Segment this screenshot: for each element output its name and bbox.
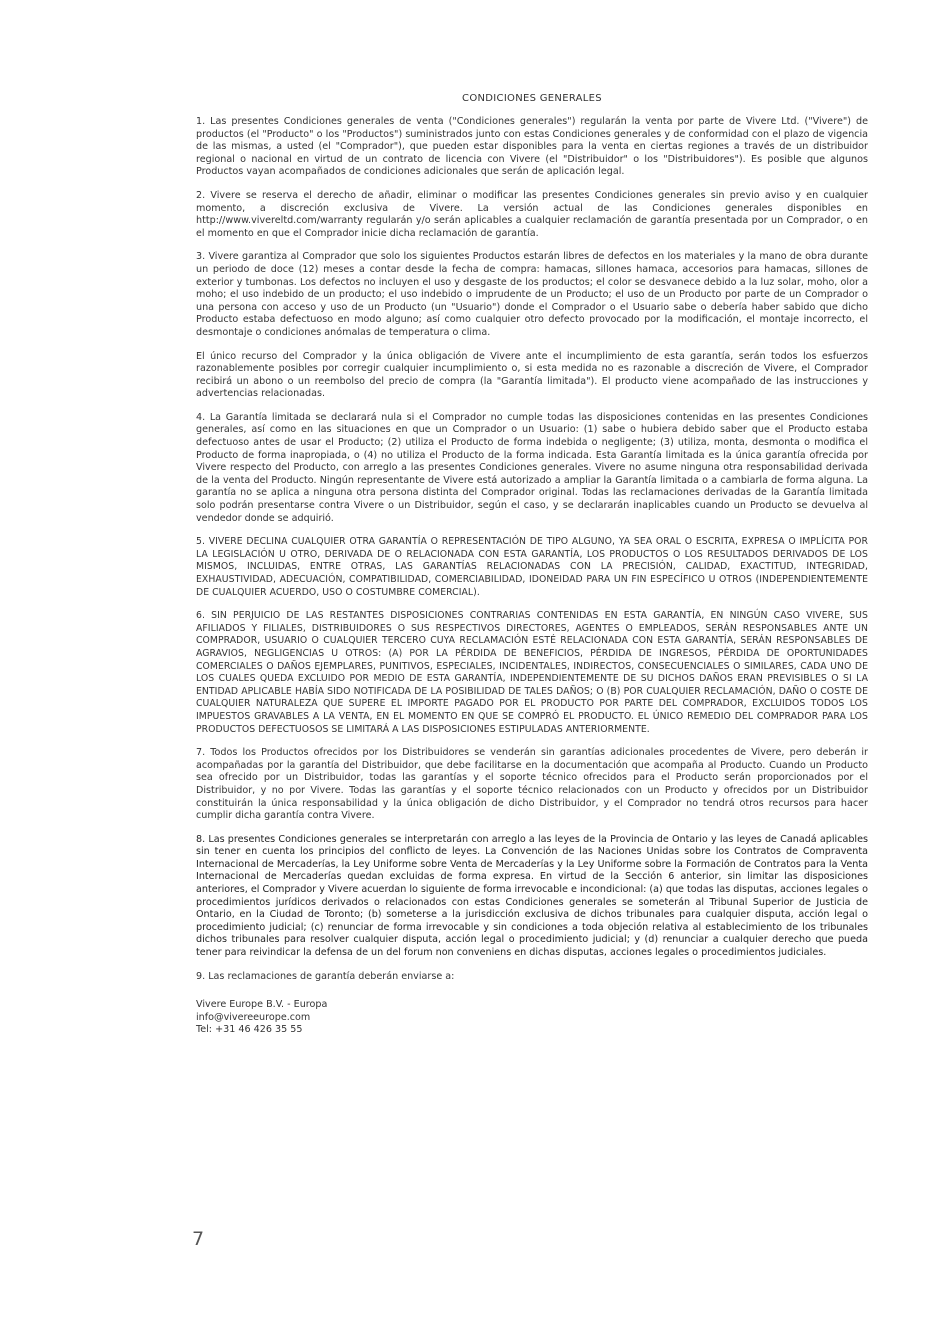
paragraph-3: 3. Vivere garantiza al Comprador que solo los siguientes Productos estarán libres de defectos en los materiales y la mano de obra durante un periodo de doce (12) meses a contar desde la fecha de compra: hamacas, sillones hamaca, accesorios para hamacas, sillones de exterior y tumbonas. Los defectos no incluyen el uso y desgaste de los productos; el color se desvanece debido a la luz solar, moho, olor a moho; el uso indebido de un producto; el uso indebido o imprudente de un Producto; el uso de un Producto por parte de un Comprador o una persona con acceso y uso de un Producto (un "Usuario") donde el Comprador o el Usuario sabe o debería haber sabido que dicho Producto estaba defectuoso en modo alguno; así como cualquier otro defecto provocado por la modificación, el montaje incorrecto, el desmontaje o condiciones anómalas de temperatura o clima. <box>196 251 868 338</box>
contact-phone: Tel: +31 46 426 35 55 <box>196 1024 303 1036</box>
paragraph-4: 4. La Garantía limitada se declarará nula si el Comprador no cumple todas las disposiciones contenidas en las presentes Condiciones generales, así como en las situaciones en que un Comprador o un Usuario: (1) sabe o hubiera debido saber que el Producto estaba defectuoso antes de usar el Producto; (2) utiliza el Producto de forma indebida o negligente; (3) utiliza, monta, desmonta o modifica el Producto de forma inapropiada, o (4) no utiliza el Producto de la forma indicada. Esta Garantía limitada es la única garantía ofrecida por Vivere respecto del Producto, con arreglo a las presentes Condiciones generales. Vivere no asume ninguna otra responsabilidad derivada de la venta del Producto. Ningún representante de Vivere está autorizado a ampliar la Garantía limitada o a cambiarla de forma alguna. La garantía no se aplica a ninguna otra persona distinta del Comprador original. Todas las reclamaciones derivadas de la Garantía limitada solo podrán presentarse contra Vivere o un Distribuidor, según el caso, y se declararán inaplicables cuando un Producto se devuelva al vendedor donde se adquirió. <box>196 411 868 524</box>
contact-block <box>196 999 868 1037</box>
page-title: CONDICIONES GENERALES <box>462 93 602 104</box>
paragraph-5: 5. VIVERE DECLINA CUALQUIER OTRA GARANTÍA O REPRESENTACIÓN DE TIPO ALGUNO, YA SEA ORAL O ESCRITA, EXPRESA O IMPLÍCITA POR LA LEGISLACIÓN U OTRO, DERIVADA DE O RELACIONADA CON ESTA GARANTÍA, LOS PRODUCTOS O LOS RESULTADOS DERIVADOS DE LOS MISMOS, INCLUIDAS, ENTRE OTRAS, LAS GARANTÍAS RELACIONADAS CON LA PRECISIÓN, CALIDAD, EXACTITUD, INTEGRIDAD, EXHAUSTIVIDAD, ADECUACIÓN, COMPATIBILIDAD, COMERCIABILIDAD, IDONEIDAD PARA UN FIN ESPECÍFICO U OTROS (INDEPENDIENTEMENTE DE CUALQUIER ACUERDO, USO O COSTUMBRE COMERCIAL). <box>196 536 868 598</box>
paragraph-6: 6. SIN PERJUICIO DE LAS RESTANTES DISPOSICIONES CONTRARIAS CONTENIDAS EN ESTA GARANTÍA, EN NINGÚN CASO VIVERE, SUS AFILIADOS Y FILIALES, DISTRIBUIDORES O SUS RESPECTIVOS DIRECTORES, AGENTES O EMPLEADOS, SERÁN RESPONSABLES ANTE UN COMPRADOR, USUARIO O CUALQUIER TERCERO CUYA RECLAMACIÓN ESTÉ RELACIONADA CON ESTA GARANTÍA, SERÁN RESPONSABLES DE AGRAVIOS, NEGLIGENCIAS U OTROS: (A) POR LA PÉRDIDA DE BENEFICIOS, PÉRDIDA DE INGRESOS, PÉRDIDA DE OPORTUNIDADES COMERCIALES O DAÑOS EJEMPLARES, PUNITIVOS, ESPECIALES, INCIDENTALES, INDIRECTOS, CONSECUENCIALES O SIMILARES, CADA UNO DE LOS CUALES QUEDA EXCLUIDO POR MEDIO DE ESTA GARANTÍA, INDEPENDIENTEMENTE DE SU DICHOS DAÑOS ERAN PREVISIBLES O SI LA ENTIDAD APLICABLE HABÍA SIDO NOTIFICADA DE LA POSIBILIDAD DE TALES DAÑOS; O (B) POR CUALQUIER RECLAMACIÓN, DAÑO O COSTE DE CUALQUIER NATURALEZA QUE SUPERE EL IMPORTE PAGADO POR EL PRODUCTO POR PARTE DEL COMPRADOR, EXCLUIDOS TODOS LOS IMPUESTOS GRAVABLES A LA VENTA, EN EL MOMENTO EN QUE SE COMPRÓ EL PRODUCTO. EL ÚNICO REMEDIO DEL COMPRADOR PARA LOS PRODUCTOS DEFECTUOSOS SE LIMITARÁ A LAS DISPOSICIONES ESTIPULADAS ANTERIORMENTE. <box>196 610 868 735</box>
contact-company: Vivere Europe B.V. - Europa <box>196 999 328 1011</box>
document-body <box>196 116 868 1037</box>
paragraph-3-remedy: El único recurso del Comprador y la única obligación de Vivere ante el incumplimiento de esta garantía, serán todos los esfuerzos razonablemente posibles por corregir cualquier incumplimiento o, si esta medida no es razonable a discreción de Vivere, el Comprador recibirá un abono o un reembolso del precio de compra (la "Garantía limitada"). El producto viene acompañado de las instrucciones y advertencias relacionadas. <box>196 350 868 400</box>
paragraph-9: 9. Las reclamaciones de garantía deberán enviarse a: <box>196 970 455 982</box>
paragraph-2: 2. Vivere se reserva el derecho de añadir, eliminar o modificar las presentes Condiciones generales sin previo aviso y en cualquier momento, a discreción exclusiva de Vivere. La versión actual de las Condiciones generales disponibles en http://www.vivereltd.com/warranty regularán y/o serán aplicables a cualquier reclamación de garantía presentada por un Comprador, o en el momento en que el Comprador inicie dicha reclamación de garantía. <box>196 189 868 239</box>
page-number: 7 <box>192 1228 205 1250</box>
paragraph-8: 8. Las presentes Condiciones generales se interpretarán con arreglo a las leyes de la Provincia de Ontario y las leyes de Canadá aplicables sin tener en cuenta los principios del conflicto de leyes. La Convención de las Naciones Unidas sobre los Contratos de Compraventa Internacional de Mercaderías, la Ley Uniforme sobre Venta de Mercaderías y la Ley Uniforme sobre la Formación de Contratos para la Venta Internacional de Mercaderías quedan excluidas de forma expresa. En virtud de la Sección 6 anterior, sin limitar las disposiciones anteriores, el Comprador y Vivere acuerdan lo siguiente de forma irrevocable e incondicional: (a) que todas las disputas, acciones legales o procedimientos jurídicos derivados o relacionados con estas Condiciones generales se someterán al Tribunal Superior de Justicia de Ontario, en la Ciudad de Toronto; (b) someterse a la jurisdicción exclusiva de dichos tribunales para cualquier disputa, acción legal o procedimiento judicial; (c) renunciar de forma irrevocable y sin condiciones a toda objeción relativa al establecimiento de los tribunales dichos tribunales para resolver cualquier disputa, acción legal o procedimiento judicial; y (d) renunciar a cualquier derecho que pueda tener para reivindicar la defensa de un del forum non conveniens en dichas disputas, acciones legales o procedimientos judiciales. <box>196 833 868 959</box>
contact-email[interactable]: info@vivereeurope.com <box>196 1011 311 1023</box>
paragraph-1: 1. Las presentes Condiciones generales de venta ("Condiciones generales") regularán la venta por parte de Vivere Ltd. ("Vivere") de productos (el "Producto" o los "Productos") suministrados junto con estas Condiciones generales y de conformidad con el plazo de vigencia de las mismas, a usted (el "Comprador"), que pueden estar disponibles para la venta en ciertas regiones a través de un distribuidor regional o nacional en virtud de un contrato de licencia con Vivere (el "Distribuidor" o los "Distribuidores"). Es posible que algunos Productos vayan acompañados de condiciones adicionales que serán de aplicación legal. <box>196 116 868 178</box>
paragraph-7: 7. Todos los Productos ofrecidos por los Distribuidores se venderán sin garantías adicionales procedentes de Vivere, pero deberán ir acompañadas por la garantía del Distribuidor, que debe facilitarse en la documentación que acompaña al Producto. Cuando un Producto sea ofrecido por un Distribuidor, todas las garantías y el soporte técnico ofrecidos para el Producto serán proporcionados por el Distribuidor, y no por Vivere. Todas las garantías y el soporte técnico relacionados con un Producto y ofrecidos por un Distribuidor constituirán la única responsabilidad y la única obligación de dicho Distribuidor, y el Comprador no tendrá otros recursos para hacer cumplir dicha garantía contra Vivere. <box>196 747 868 822</box>
